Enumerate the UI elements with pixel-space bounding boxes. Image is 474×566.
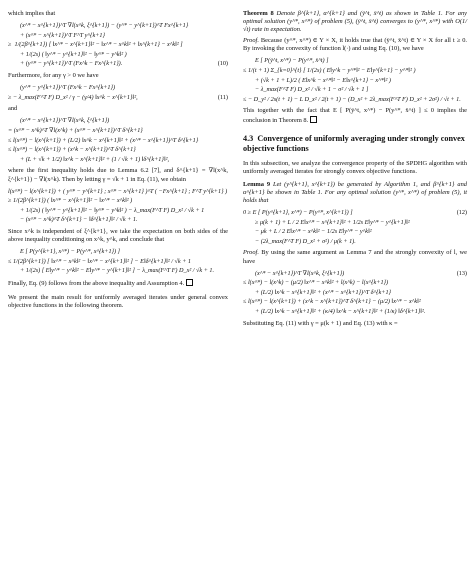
lemma-label: Lemma 9 bbox=[243, 180, 271, 188]
equation-line: ≥ μ(k + 1) + L / 2 E‖x^* − x^{k+1}‖² + 1/2s E‖y^* − y^{k+1}‖² bbox=[255, 218, 410, 226]
equation-line: − λ_max(F^T F) D_x² / √k + 1 − σ² / √k + 1 ] bbox=[255, 86, 369, 94]
equation-line: ≤ l(x^*) − l(x^{k+1}) + (x^k − x^{k+1})^T δ^{k+1} − (μ/2) ‖x^* − x^k‖² bbox=[243, 298, 421, 306]
paragraph: Since x^k is independent of ξ^{k+1}, we take the expectation on both sides of the above inequality conditioning on x^k, y^k, and conclude that bbox=[8, 227, 228, 244]
equation-line bbox=[243, 208, 467, 218]
qed-icon bbox=[186, 279, 193, 286]
left-column bbox=[8, 10, 228, 310]
paragraph: where the first inequality holds due to Lemma 6.2 [7], and δ^{k+1} = ∇l(x^k, ξ^{k+1}) − ∇l(x^k). Then by letting γ = √k + 1 in Eq. (11), we obtain bbox=[8, 167, 228, 183]
equation-line: (x^* − x^{k+1})^T ∇l(x^k, ξ^{k+1}) bbox=[20, 117, 110, 125]
paragraph: We present the main result for uniformly averaged iterates under general convex objective functions in the following theorem. bbox=[8, 294, 228, 310]
equation-line: + (L/2) ‖x^k − x^{k+1}‖² + (κ/4) ‖x^k − x^{k+1}‖² + (1/κ) ‖δ^{k+1}‖². bbox=[255, 308, 426, 316]
equation-10 bbox=[8, 21, 228, 69]
equation-line: + (L + √k + 1/2) ‖x^k − x^{k+1}‖² + (1 / √k + 1) ‖δ^{k+1}‖², bbox=[20, 155, 170, 163]
equation-line: (x^* − x^{k+1})^T ∇l(x^k, ξ^{k+1}) − (y^* − y^{k+1})^T Fx^{k+1} bbox=[20, 22, 189, 30]
paragraph: In this subsection, we analyze the convergence property of the SPDHG algorithm with uniformly averaged iterates for strongly convex objective functions. bbox=[243, 159, 467, 175]
equation-number: (10) bbox=[217, 60, 228, 68]
paragraph-text: Finally, Eq. (9) follows from the above inequality and Assumption 4. bbox=[8, 279, 185, 287]
equation-line: − (2λ_max(F^T F) D_x² + σ²) / μ(k + 1). bbox=[255, 237, 356, 245]
lemma-text: Let (y^{k+1}, x^{k+1}) be generated by Algorithm 1, and β^{k+1} and α^{k+1} be shown in Table 1. For any optimal solution (y^*, x^*) of problem (5), it holds that bbox=[243, 180, 468, 204]
equation-line: E [ P(y^{k+1}, x^*) − P(y^*, x^{k+1}) ] bbox=[20, 248, 121, 256]
section-number: 4.3 bbox=[243, 133, 254, 143]
text-line: which implies that bbox=[8, 10, 56, 17]
lemma-9 bbox=[243, 181, 467, 205]
equation-block-f bbox=[243, 56, 467, 104]
equation-block-c bbox=[8, 116, 228, 164]
equation-line: + (x^* − x^{k+1})^T F^T y^{k+1} bbox=[20, 31, 105, 39]
proof-text: By using the same argument as Lemma 7 and the strongly convexity of l, we have bbox=[243, 249, 467, 265]
qed-icon bbox=[310, 116, 317, 123]
equation-line: − μk + L / 2 E‖x^* − x^k‖² − 1/2s E‖y^* − y^k‖² bbox=[255, 228, 372, 236]
paragraph bbox=[243, 107, 467, 124]
proof-label: Proof. bbox=[243, 37, 259, 45]
equation-line: ≥ 1/(2β^{k+1}) [ ‖x^* − x^{k+1}‖² − ‖x^* − x^k‖² + ‖x^{k+1} − x^k‖² ] bbox=[8, 41, 183, 49]
equation-13 bbox=[243, 269, 467, 317]
equation-line: ≤ l(x^*) − l(x^{k+1}) + (x^k − x^{k+1})^T δ^{k+1} bbox=[8, 146, 136, 154]
equation-line: l(x^*) − l(x^{k+1}) + ( y^* − y^{k+1} ; x^* − x^{k+1} )^T ( −Fx^{k+1} ; F^T y^{k+1} ) bbox=[8, 187, 228, 195]
equation-number: (13) bbox=[456, 269, 467, 277]
equation-line: ≥ 1/(2β^{k+1}) ( ‖x^* − x^{k+1}‖² − ‖x^* − x^k‖² ) bbox=[8, 197, 133, 205]
proof bbox=[243, 249, 467, 265]
equation-line: + (L/2) ‖x^k − x^{k+1}‖² + (x^* − x^{k+1})^T δ^{k+1} bbox=[255, 288, 392, 296]
equation-line: E [ P(ȳ^t, x^*) − P(y^*, x̄^t) ] bbox=[255, 57, 329, 65]
equation-line: (y^* − y^{k+1})^T (Fx^k − Fx^{k+1}) bbox=[20, 84, 116, 92]
theorem-8 bbox=[243, 10, 467, 34]
paragraph-text: This together with the fact that E [ P(ȳ^t, x^*) − P(y^*, x̄^t) ] ≤ 0 implies the conclusion in Theorem 8. bbox=[243, 107, 467, 124]
section-title: Convergence of uniformly averaging under strongly convex objective functions bbox=[243, 133, 465, 153]
equation-number: (11) bbox=[217, 93, 228, 101]
right-column bbox=[243, 10, 467, 328]
equation-line: + (√k + 1 + L)/2 ( E‖x^k − x^*‖² − E‖x^{k+1} − x^*‖² ) bbox=[255, 76, 391, 84]
paragraph bbox=[8, 279, 228, 288]
theorem-text: Denote β^{k+1}, α^{k+1} and (ȳ^t, x̄^t) as shown in Table 1. For any optimal solution (y^*, x^*) of problem (5), (ȳ^t, x̄^t) converges to (y^*, x^*) with O(1/√t) rate in expectation. bbox=[243, 10, 467, 34]
proof-text: Because (y^*, x^*) ∈ Y × X, it holds true that (ȳ^t, x̄^t) ∈ Y × X for all t ≥ 0. By invoking the convexity of function l(·) and using Eq. (10), we have bbox=[243, 37, 467, 53]
equation-line: + 1/(2s) ( ‖y^* − y^{k+1}‖² − ‖y^* − y^k‖² ) − λ_max(F^T F) D_x² / √k + 1 bbox=[20, 206, 205, 214]
proof bbox=[243, 37, 467, 53]
equation-text: ≥ − λ_max(F^T F) D_x² / γ − (γ/4) ‖x^k − x^{k+1}‖², bbox=[8, 93, 138, 101]
proof-label: Proof. bbox=[243, 249, 259, 257]
equation-block-d bbox=[8, 187, 228, 225]
equation-line: ≤ 1/(t + 1) Σ_{k=0}^{t} [ 1/(2s) ( E‖y^k − y^*‖² − E‖y^{k+1} − y^*‖² ) bbox=[243, 67, 416, 75]
equation-11 bbox=[8, 83, 228, 102]
equation-text: + (y^* − y^{k+1})^T (Fx^k − Fx^{k+1}). bbox=[20, 60, 123, 68]
equation-text: 0 ≥ E [ P(y^{k+1}, x^*) − P(y^*, x^{k+1}) ] bbox=[243, 209, 353, 217]
equation-line bbox=[243, 269, 467, 279]
equation-line: ≤ 1/(2β^{k+1}) [ ‖x^* − x^k‖² − ‖x^* − x^{k+1}‖² ] − E‖δ^{k+1}‖² / √k + 1 bbox=[8, 257, 192, 265]
text-line: and bbox=[8, 105, 18, 113]
equation-line: + 1/(2s) ( ‖y^* − y^{k+1}‖² − ‖y^* − y^k‖² ) bbox=[20, 50, 127, 58]
theorem-label: Theorem 8 bbox=[243, 10, 274, 17]
equation-line bbox=[8, 59, 228, 69]
equation-text: (x^* − x^{k+1})^T ∇l(x^k, ξ^{k+1}) bbox=[255, 269, 345, 277]
equation-line: + 1/(2s) [ E‖y^* − y^k‖² − E‖y^* − y^{k+1}‖² ] − λ_max(F^T F) D_x² / √k + 1. bbox=[20, 267, 215, 275]
text-line: Furthermore, for any γ > 0 we have bbox=[8, 72, 99, 80]
equation-line: ≤ l(x^*) − l(x^k) − (μ/2) ‖x^* − x^k‖² + l(x^k) − l(x^{k+1}) bbox=[243, 279, 389, 287]
paragraph: Substituting Eq. (11) with γ = μ(k + 1) and Eq. (13) with κ = bbox=[243, 319, 398, 327]
equation-line: ≤ l(x^*) − l(x^{k+1}) + (L/2) ‖x^k − x^{k+1}‖² + (x^* − x^{k+1})^T δ^{k+1} bbox=[8, 136, 199, 144]
equation-12 bbox=[243, 208, 467, 246]
equation-block-e bbox=[8, 247, 228, 276]
equation-number: (12) bbox=[456, 209, 467, 217]
section-heading bbox=[243, 134, 467, 154]
equation-line: − (x^* − x^k)^T δ^{k+1} − ‖δ^{k+1}‖² / √k + 1. bbox=[20, 216, 138, 224]
equation-line: = (x^* − x^k)^T ∇l(x^k) + (x^* − x^{k+1})^T δ^{k+1} bbox=[8, 127, 143, 135]
equation-line: ≤ − D_y² / 2s(t + 1) − L D_x² / 2(t + 1) − (D_x² + 2λ_max(F^T F) D_x² + 2σ²) / √t + 1. bbox=[243, 95, 461, 103]
equation-line bbox=[8, 93, 228, 103]
